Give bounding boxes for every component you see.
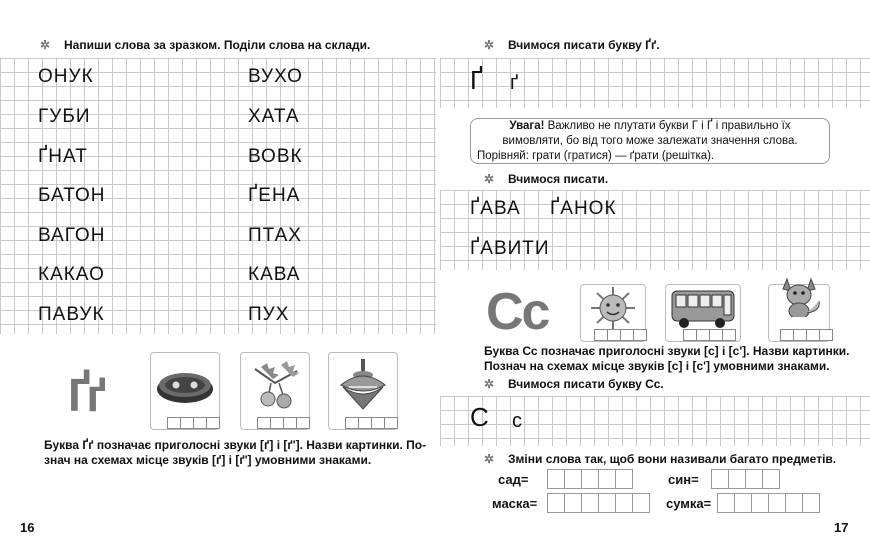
fox-cub-icon [769,271,829,317]
answer-cells[interactable] [712,469,780,489]
sound-scheme[interactable] [168,417,220,429]
plural-word: маска= [492,496,538,511]
answer-cells[interactable] [548,469,633,489]
gear-bullet-icon: ✲ [40,38,51,52]
picture-card-bus [665,284,741,342]
right-writing-grid-1 [440,58,870,108]
sound-scheme[interactable] [781,329,833,341]
picture-card-fox-cub [768,284,830,342]
write-word: ҐАВА [470,198,521,219]
word: КАКАО [38,264,105,285]
sample-letter-lower: с [512,410,522,432]
sound-scheme[interactable] [684,329,736,341]
answer-cells[interactable] [548,493,650,513]
gooseberry-icon [241,357,309,415]
right-caption: Буква Сс позначає приголосні звуки [с] і [с']. Назви картинки. Познач на схемах місце звуків [с] і [с'] умовними знаками. [484,344,850,373]
word: ВОВК [248,146,303,167]
right-writing-grid-3 [440,396,870,446]
sample-letter-upper: Ґ [470,65,483,95]
plural-word: син= [668,472,699,487]
plural-word: сад= [498,472,529,487]
left-instruction: ✲ Напиши слова за зразком. Поділи слова на склади. [40,38,371,52]
word: ХАТА [248,106,300,127]
button-icon [151,357,219,415]
plural-word: сумка= [666,496,712,511]
picture-card-spinning-top [328,352,398,430]
letter-c-display: Cc [486,283,549,341]
right-instruction-1: ✲ Вчимося писати букву Ґґ. [484,38,660,52]
word: ГУБИ [38,106,91,127]
word: ОНУК [38,66,94,87]
left-caption: Буква Ґґ позначає приголосні звуки [ґ] і [ґ']. Назви картинки. По- знач на схемах місце звуків [ґ] і [ґ'] умовними знаками. [44,438,427,467]
word: ВУХО [248,66,303,87]
word: ПУХ [248,304,290,325]
word: БАТОН [38,185,106,206]
sample-letter-upper: С [470,402,489,432]
word: ВАГОН [38,225,106,246]
sound-scheme[interactable] [346,417,398,429]
gear-bullet-icon: ✲ [484,38,495,52]
write-word: ҐАНОК [550,198,617,219]
write-word: ҐАВИТИ [470,238,550,259]
right-instruction-4: ✲ Зміни слова так, щоб вони називали багато предметів. [484,452,837,466]
picture-card-sun [580,284,646,342]
bus-icon [666,285,740,331]
picture-card-button [150,352,220,430]
sun-icon [581,285,645,331]
gear-bullet-icon: ✲ [484,452,495,466]
sample-letter-lower: ґ [510,72,519,94]
picture-card-gooseberry [240,352,310,430]
word: ПТАХ [248,225,302,246]
right-instruction-3: ✲ Вчимося писати букву Сс. [484,377,664,391]
spinning-top-icon [329,357,397,415]
right-instruction-2: ✲ Вчимося писати. [484,172,609,186]
page-number-right: 17 [834,520,849,535]
warning-box: Увага! Важливо не плутати букви Г і Ґ і правильно їх вимовляти, бо від того може залежати значення слова. Порівняй: грати (гратися) — ґрати (решітка). [470,118,830,164]
gear-bullet-icon: ✲ [484,377,495,391]
page-number-left: 16 [20,520,35,535]
word: ПАВУК [38,304,105,325]
sound-scheme[interactable] [595,329,647,341]
sound-scheme[interactable] [258,417,310,429]
word: КАВА [248,264,301,285]
letter-g-display: Ґґ [68,369,103,421]
word: ҐЕНА [248,185,301,206]
word: ҐНАТ [38,146,88,167]
answer-cells[interactable] [718,493,820,513]
gear-bullet-icon: ✲ [484,172,495,186]
